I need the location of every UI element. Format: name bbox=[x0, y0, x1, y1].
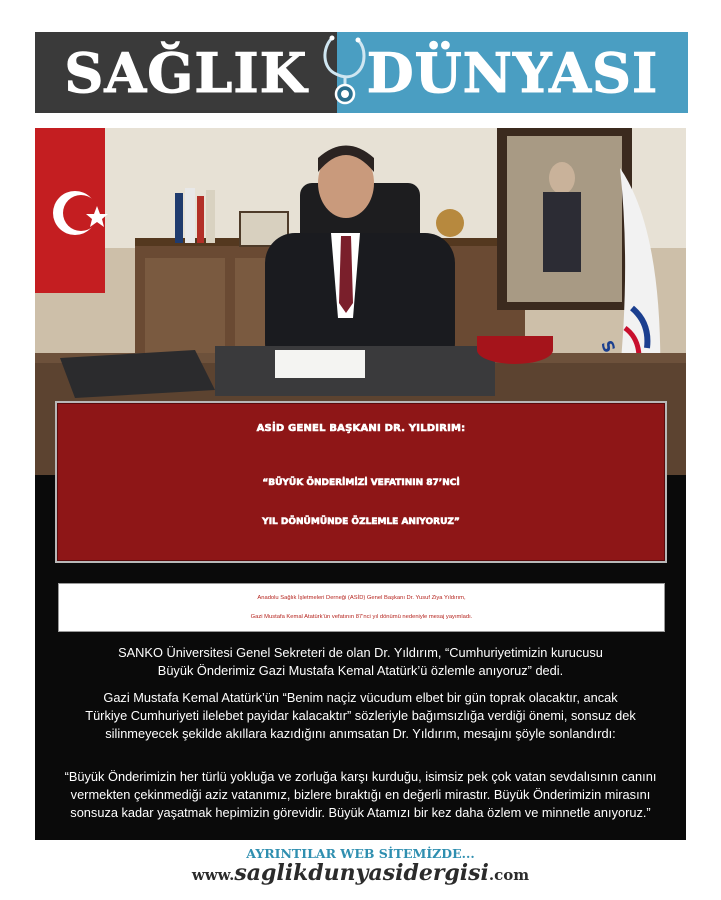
footer-url-suffix: .com bbox=[488, 866, 530, 884]
lead-line-1: Anadolu Sağlık İşletmeleri Derneği (ASİD) Genel Başkanı Dr. Yusuf Ziya Yıldırım, bbox=[257, 595, 466, 601]
masthead-word-dunyasi: DÜNYASI bbox=[366, 40, 659, 105]
body-p2-line-1: Gazi Mustafa Kemal Atatürk’ün “Benim naçiz vücudum elbet bir gün toprak olacaktır, ancak bbox=[103, 690, 618, 705]
body-p3-line-1: “Büyük Önderimizin her türlü yokluğa ve zorluğa karşı kurduğu, isimsiz pek çok vatan sevdalısının canını bbox=[64, 769, 657, 784]
body-p3-line-3: sonsuza kadar yaşatmak hepimizin görevidir. Büyük Atamızı bir kez daha özlem ve minnetle anıyoruz.” bbox=[70, 805, 651, 820]
body-p2-line-2: Türkiye Cumhuriyeti ilelebet payidar kalacaktır” sözleriyle bağımsızlığa verdiği önemi, sonsuz dek bbox=[85, 708, 636, 723]
lead-box bbox=[58, 583, 665, 632]
body-p1-line-1: SANKO Üniversitesi Genel Sekreteri de olan Dr. Yıldırım, “Cumhuriyetimizin kurucusu bbox=[118, 645, 603, 660]
body-p1-line-2: Büyük Önderimiz Gazi Mustafa Kemal Atatürk’ü özlemle anıyoruz” dedi. bbox=[157, 663, 564, 678]
footer-tagline: AYRINTILAR WEB SİTEMİZDE... bbox=[246, 846, 475, 861]
headline-box bbox=[55, 401, 667, 563]
footer-url-domain: saglikdunyasidergisi bbox=[234, 860, 489, 886]
masthead-right-panel bbox=[337, 32, 688, 113]
masthead-logo bbox=[35, 32, 688, 113]
footer-url-prefix: www. bbox=[191, 866, 235, 884]
body-paragraph-2 bbox=[35, 689, 686, 743]
body-paragraph-1 bbox=[35, 644, 686, 680]
lead-line-2: Gazi Mustafa Kemal Atatürk’ün vefatının 87’nci yıl dönümü nedeniyle mesaj yayımladı. bbox=[250, 614, 473, 620]
headline-line-3: YIL DÖNÜMÜNDE ÖZLEMLE ANIYORUZ” bbox=[262, 517, 460, 527]
headline-line-2: “BÜYÜK ÖNDERİMİZİ VEFATININ 87’NCİ bbox=[262, 478, 460, 488]
masthead-word-saglik: SAĞLIK bbox=[64, 40, 308, 105]
body-paragraph-3 bbox=[35, 768, 686, 822]
stethoscope-icon bbox=[318, 34, 378, 112]
body-p3-line-2: vermekten çekinmediği aziz vatanımız, bizlere bıraktığı en değerli mirastır. Büyük Önderimizin mirasını bbox=[70, 787, 651, 802]
footer-website-link[interactable] bbox=[0, 860, 721, 886]
masthead-left-panel bbox=[35, 32, 337, 113]
headline-line-1: ASİD GENEL BAŞKANI DR. YILDIRIM: bbox=[256, 423, 466, 434]
body-p2-line-3: silinmeyecek şekilde akıllara kazıdığını anımsatan Dr. Yıldırım, mesajını şöyle sonlandırdı: bbox=[105, 726, 616, 741]
